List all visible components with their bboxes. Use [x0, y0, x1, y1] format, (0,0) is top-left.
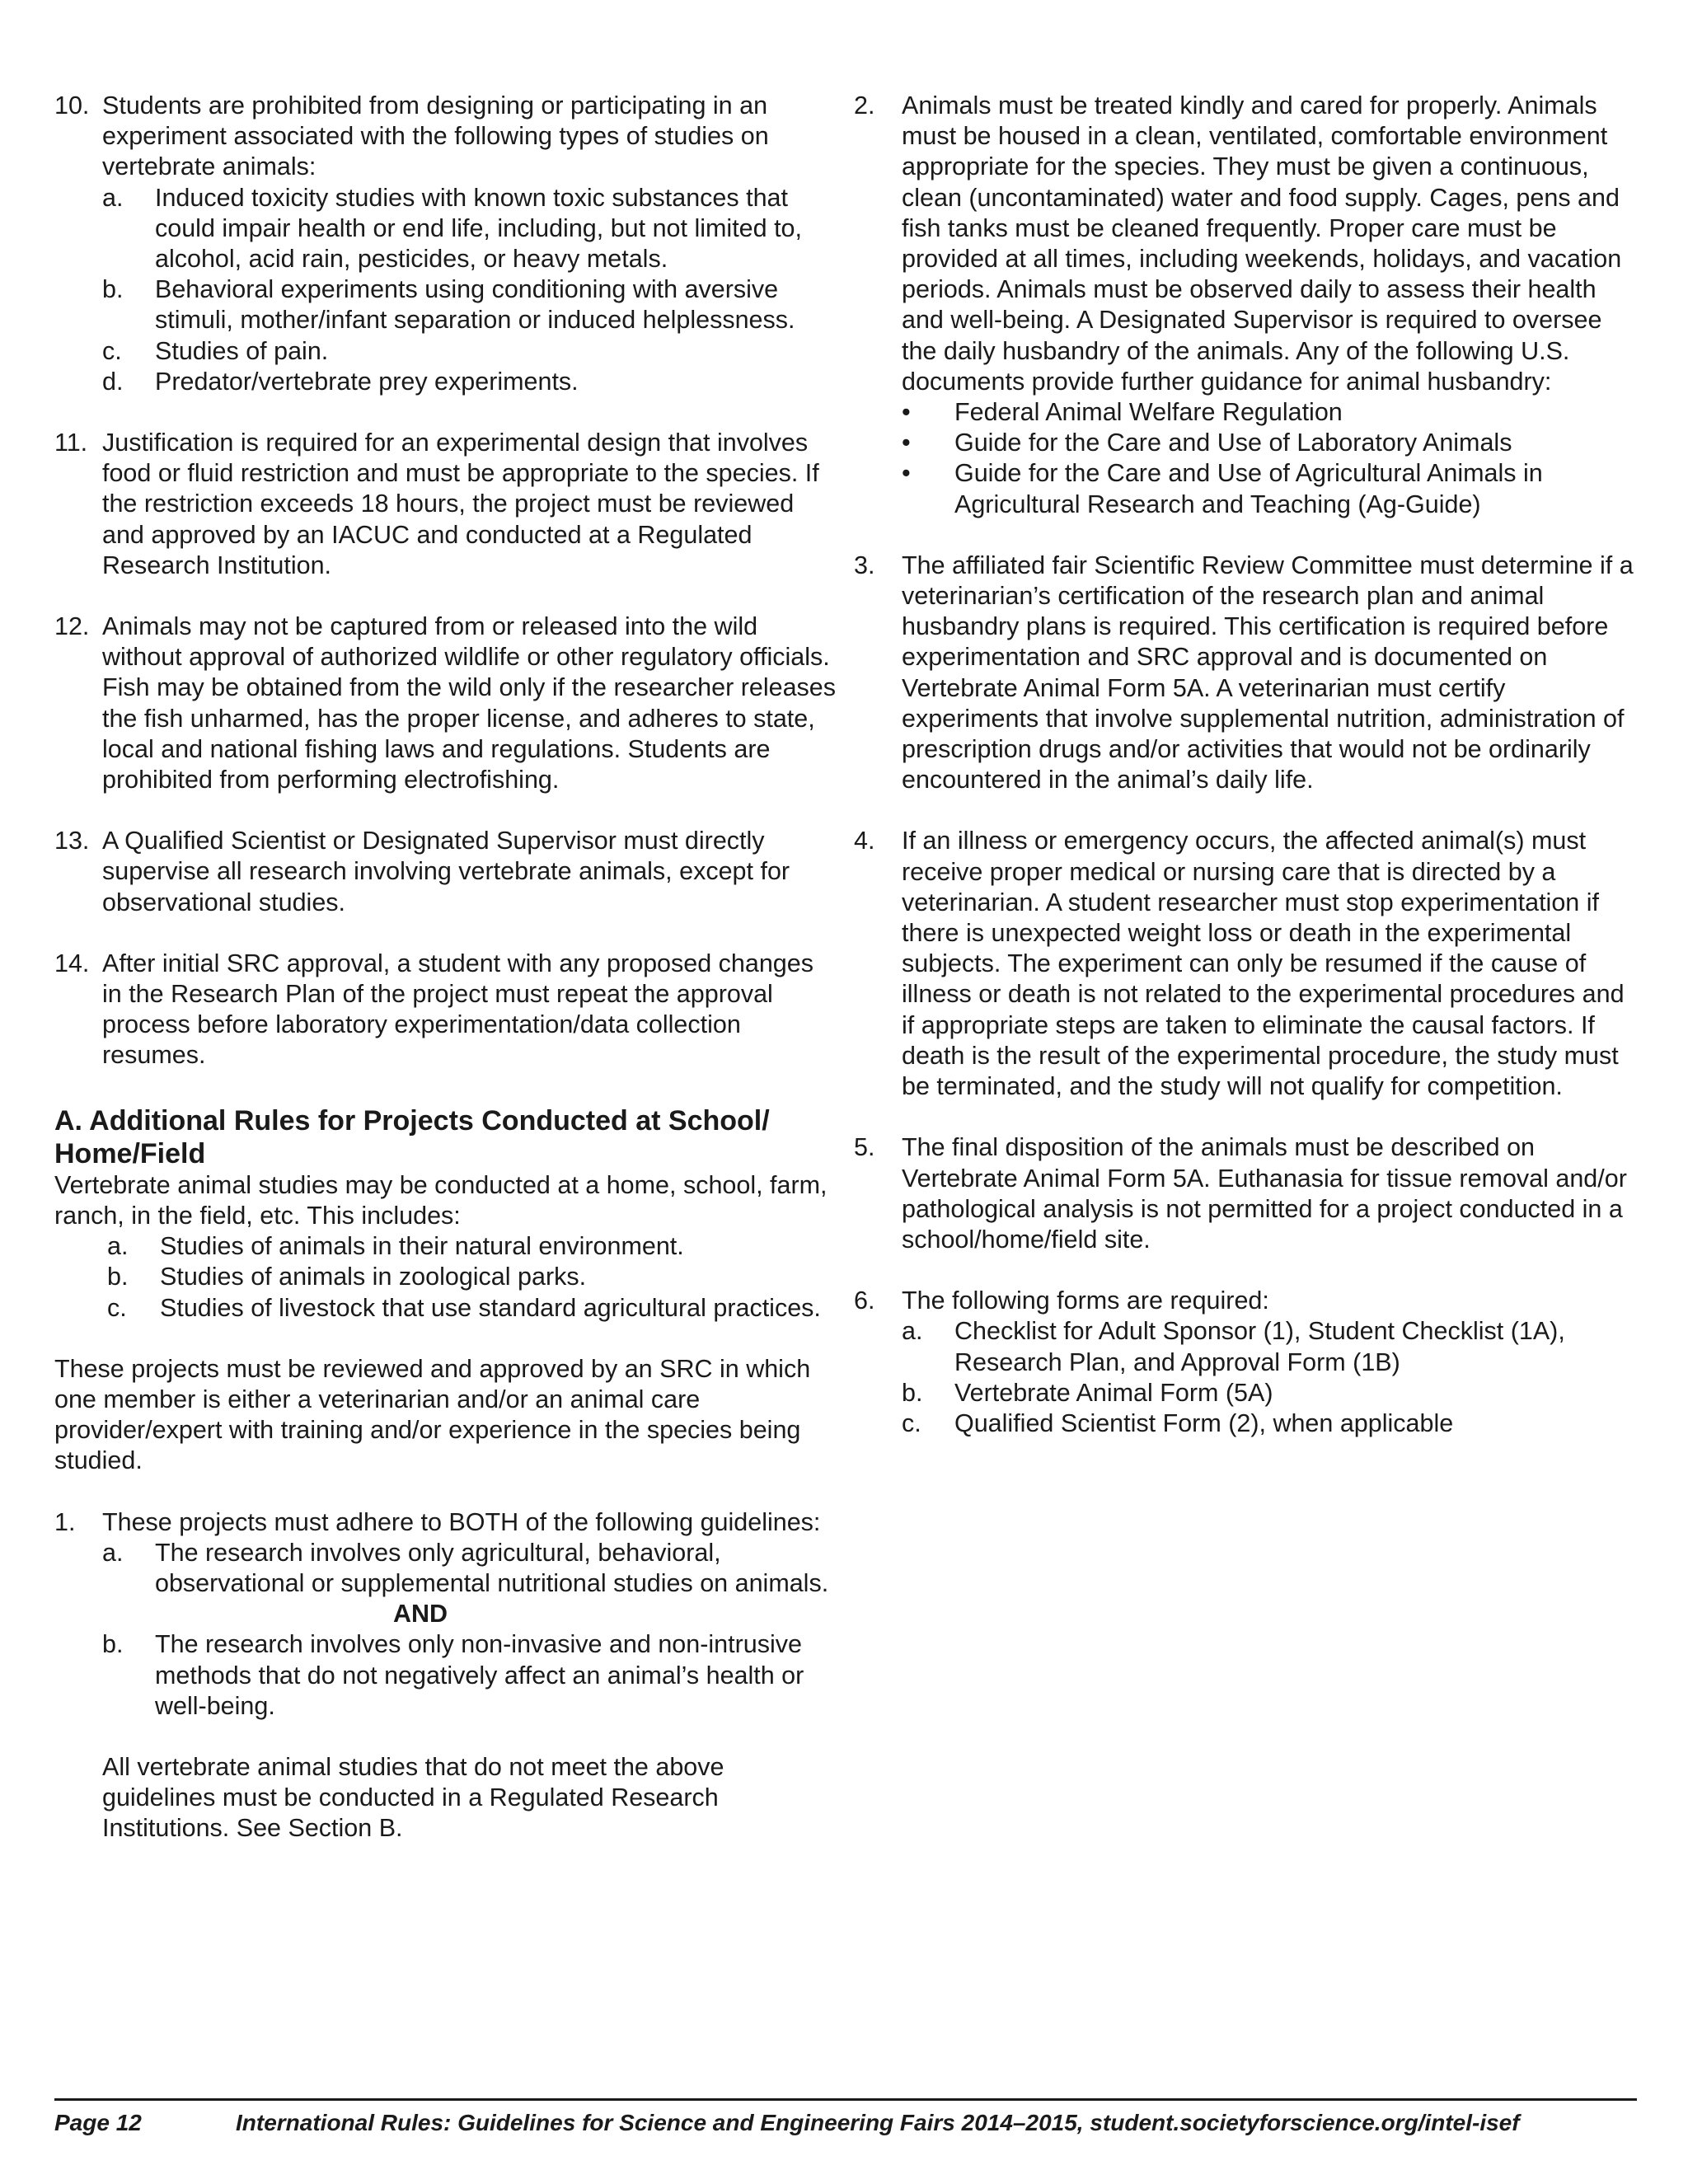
sub-item	[902, 1408, 1637, 1439]
sub-text: Predator/vertebrate prey experiments.	[155, 367, 579, 396]
bullet-text: Federal Animal Welfare Regulation	[954, 398, 1343, 427]
sub-item	[102, 367, 837, 397]
sub-text: Studies of animals in their natural environment.	[160, 1232, 684, 1261]
sub-item	[107, 1231, 837, 1262]
sub-letter: a.	[102, 183, 124, 212]
sub-item	[102, 336, 837, 367]
sub-text: Qualified Scientist Form (2), when applicable	[954, 1408, 1454, 1437]
item-text: Students are prohibited from designing or participating in an experiment associated with the following types of studies on vertebrate animals:	[102, 91, 769, 181]
footer-title: International Rules: Guidelines for Science and Engineering Fairs 2014–2015, student.societyforscience.org/intel-isef	[236, 2110, 1520, 2135]
sub-letter: b.	[107, 1263, 129, 1291]
item-number: 5.	[854, 1133, 875, 1162]
bullet-icon: •	[902, 398, 911, 427]
sub-item	[902, 1378, 1637, 1408]
item-text: Animals may not be captured from or released into the wild without approval of authorized wildlife or other regulatory officials. Fish may be obtained from the wild only if the researcher releases the fish unharmed, has the proper license, and adheres to state, local and national fishing laws and regulations. Students are prohibited from performing electrofishing.	[102, 612, 837, 794]
right-column	[854, 91, 1637, 1469]
sub-letter: a.	[102, 1538, 124, 1567]
review-paragraph: These projects must be reviewed and approved by an SRC in which one member is either a veterinarian and/or an animal care provider/expert with training and/or experience in the species being studied.	[54, 1354, 811, 1475]
item-number: 2.	[854, 91, 875, 120]
item-number: 12.	[54, 612, 90, 641]
sub-text: Induced toxicity studies with known toxic substances that could impair health or end life, including, but not limited to, alcohol, acid rain, pesticides, or heavy metals.	[155, 183, 802, 274]
item-number: 11.	[54, 429, 88, 457]
rule-item-11	[54, 428, 837, 581]
sub-list	[902, 1316, 1637, 1439]
section-a-intro: Vertebrate animal studies may be conducted at a home, school, farm, ranch, in the field, etc. This includes:	[54, 1170, 828, 1230]
item-number: 6.	[854, 1286, 875, 1315]
item-text: The affiliated fair Scientific Review Committee must determine if a veterinarian’s certification of the research plan and animal husbandry plans is required. This certification is required before experimentation and SRC approval and is documented on Vertebrate Animal Form 5A. A veterinarian must certify experiments that involve supplemental nutrition, administration of prescription drugs and/or activities that would not be ordinarily encountered in the animal’s daily life.	[902, 551, 1634, 794]
sub-letter: c.	[902, 1408, 921, 1437]
item-text: If an illness or emergency occurs, the affected animal(s) must receive proper medical or nursing care that is directed by a veterinarian. A student researcher must stop experimentation if there is unexpected weight loss or death in the experimental subjects. The experiment can only be resumed if the cause of illness or death is not related to the experimental procedures and if appropriate steps are taken to eliminate the causal factors. If death is the result of the experimental procedure, the study must be terminated, and the study will not qualify for competition.	[902, 827, 1625, 1101]
item-number: 14.	[54, 949, 90, 977]
section-a-heading: A. Additional Rules for Projects Conducted at School/ Home/Field	[54, 1104, 770, 1169]
section-a-item-1	[54, 1507, 837, 1844]
sub-text: The research involves only agricultural, behavioral, observational or supplemental nutritional studies on animals.	[155, 1538, 829, 1597]
item-text: A Qualified Scientist or Designated Supervisor must directly supervise all research involving vertebrate animals, except for observational studies.	[102, 827, 790, 916]
sub-item	[102, 274, 837, 335]
sub-item	[102, 183, 837, 275]
sub-letter: a.	[107, 1232, 129, 1261]
item-number: 4.	[854, 827, 875, 855]
section-a-sub-list	[54, 1231, 837, 1324]
sub-item	[102, 1629, 837, 1722]
page-number: Page 12	[54, 2110, 142, 2135]
rule-item-3	[854, 551, 1637, 796]
item-text: Animals must be treated kindly and cared for properly. Animals must be housed in a clean, ventilated, comfortable environment appropriate for the species. They must be given a continuous, clean (uncontaminated) water and food supply. Cages, pens and fish tanks must be cleaned frequently. Proper care must be provided at all times, including weekends, holidays, and vacation periods. Animals must be observed daily to assess their health and well-being. A Designated Supervisor is required to oversee the daily husbandry of the animals. Any of the following U.S. documents provide further guidance for animal husbandry:	[902, 91, 1622, 396]
item-text: These projects must adhere to BOTH of the following guidelines:	[102, 1507, 821, 1536]
sub-letter: c.	[107, 1293, 127, 1322]
item-number: 13.	[54, 827, 90, 855]
bullet-text: Guide for the Care and Use of Laboratory Animals	[954, 429, 1512, 457]
item-text: Justification is required for an experimental design that involves food or fluid restriction and must be appropriate to the species. If the restriction exceeds 18 hours, the project must be reviewed and approved by an IACUC and conducted at a Regulated Research Institution.	[102, 429, 819, 579]
sub-text: Vertebrate Animal Form (5A)	[954, 1378, 1273, 1407]
sub-item	[102, 1538, 837, 1599]
rule-item-6	[854, 1286, 1637, 1439]
rule-item-10	[54, 91, 837, 397]
sub-item	[902, 1316, 1637, 1377]
bullet-list	[902, 397, 1637, 520]
and-connector: AND	[392, 1600, 448, 1629]
sub-text: Studies of pain.	[155, 336, 329, 365]
rule-item-5	[854, 1132, 1637, 1255]
sub-list	[102, 183, 837, 397]
rule-item-13	[54, 826, 837, 918]
sub-text: Behavioral experiments using conditioning with aversive stimuli, mother/infant separation or induced helplessness.	[155, 275, 795, 335]
sub-letter: b.	[102, 1630, 124, 1659]
rule-item-14	[54, 949, 837, 1071]
page-footer	[54, 2110, 1520, 2136]
rule-item-2	[854, 91, 1637, 520]
footer-divider	[54, 2098, 1637, 2101]
sub-item	[107, 1293, 837, 1324]
rule-item-12	[54, 612, 837, 795]
sub-letter: c.	[102, 336, 122, 365]
sub-text: Studies of animals in zoological parks.	[160, 1263, 587, 1291]
item-number: 10.	[54, 91, 90, 120]
left-column	[54, 91, 837, 1875]
bullet-text: Guide for the Care and Use of Agricultural Animals in Agricultural Research and Teaching (Ag-Guide)	[954, 459, 1543, 518]
item-text: After initial SRC approval, a student with any proposed changes in the Research Plan of the project must repeat the approval process before laboratory experimentation/data collection resumes.	[102, 949, 814, 1070]
sub-letter: b.	[902, 1378, 923, 1407]
bullet-icon: •	[902, 459, 911, 488]
sub-item	[107, 1262, 837, 1292]
sub-letter: b.	[102, 275, 124, 304]
item-number: 1.	[54, 1507, 76, 1536]
bullet-icon: •	[902, 429, 911, 457]
sub-text: The research involves only non-invasive and non-intrusive methods that do not negatively affect an animal’s health or well-being.	[155, 1630, 804, 1720]
sub-text: Studies of livestock that use standard agricultural practices.	[160, 1293, 821, 1322]
bullet-item	[902, 458, 1637, 519]
bullet-item	[902, 428, 1637, 458]
bullet-item	[902, 397, 1637, 428]
item-text: The following forms are required:	[902, 1286, 1269, 1315]
sub-letter: d.	[102, 367, 124, 396]
sub-text: Checklist for Adult Sponsor (1), Student Checklist (1A), Research Plan, and Approval Form (1B)	[954, 1317, 1565, 1376]
sub-letter: a.	[902, 1317, 923, 1346]
closing-paragraph: All vertebrate animal studies that do not meet the above guidelines must be conducted in a Regulated Research Institutions. See Section B.	[102, 1752, 724, 1843]
rule-item-4	[854, 826, 1637, 1102]
item-text: The final disposition of the animals must be described on Vertebrate Animal Form 5A. Euthanasia for tissue removal and/or pathological analysis is not permitted for a project conducted in a school/home/field site.	[902, 1133, 1627, 1254]
item-number: 3.	[854, 551, 875, 579]
